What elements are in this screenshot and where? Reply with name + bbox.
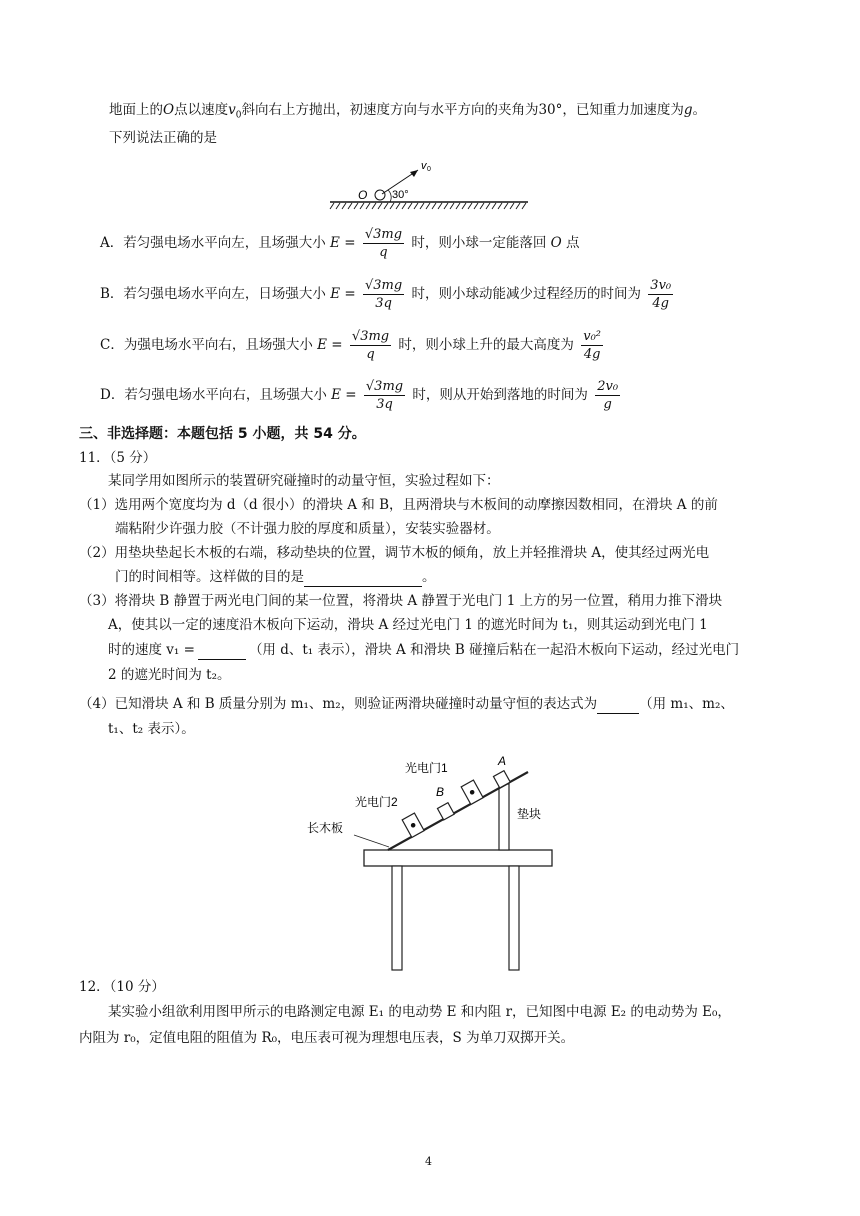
hatch-mark [342, 203, 346, 209]
var-v0: v [228, 102, 236, 118]
hatch-mark [432, 203, 436, 209]
intro-text-c: 斜向右上方抛出，初速度方向与水平方向的夹角为30°，已知重力加速度为 [241, 102, 684, 118]
q11-head: 11．（5 分） [79, 450, 157, 466]
option-c-eq: = [331, 337, 343, 353]
q11-step3-v1: 时的速度 v₁ = [108, 642, 195, 658]
hatch-mark [390, 203, 394, 209]
label-pad: 垫块 [517, 807, 542, 821]
hatch-mark [468, 203, 472, 209]
option-d-text: D．若匀强电场水平向右，且场强大小 [100, 387, 327, 403]
option-d-post: 时，则从开始到落地的时间为 [412, 387, 588, 403]
option-c-rden: 4g [583, 347, 601, 362]
label-v: v [421, 160, 427, 172]
board-leader [354, 835, 389, 847]
hatch-mark [498, 203, 502, 209]
answer-blank-purpose[interactable] [304, 568, 422, 587]
hatch-mark [330, 203, 334, 209]
q12-line-1: 某实验小组欲利用图甲所示的电路测定电源 E₁ 的电动势 E 和内阻 r，已知图中电源 E₂ 的电动势为 E₀， [108, 1004, 731, 1020]
answer-blank-velocity[interactable] [198, 641, 246, 660]
q11-step3-a: （3）将滑块 B 静置于两光电门间的某一位置，将滑块 A 静置于光电门 1 上方的另一位置，稍用力推下滑块 [79, 593, 723, 609]
option-b-eq: = [344, 286, 356, 302]
intro-text-b: 点以速度 [174, 102, 229, 118]
label-board: 长木板 [307, 821, 344, 835]
option-d-rnum: 2v₀ [597, 379, 619, 394]
option-a [100, 224, 580, 262]
hatch-mark [426, 203, 430, 209]
photogate-1 [461, 780, 483, 804]
hatch-mark [450, 203, 454, 209]
q11-step2-end: 。 [422, 569, 436, 585]
label-o: O [358, 188, 368, 202]
q11-step3-c [108, 641, 739, 660]
option-d-den: 3q [376, 397, 393, 412]
option-d [100, 376, 623, 414]
q11-step2-b [115, 568, 436, 587]
hatch-mark [456, 203, 460, 209]
option-a-eq: = [344, 235, 356, 251]
label-block-a: A [498, 754, 507, 768]
option-a-num: √3mg [364, 227, 403, 242]
option-d-rden: g [603, 397, 612, 412]
q11-step3-d: 2 的遮光时间为 t₂。 [108, 667, 231, 683]
q12-line-2: 内阻为 r₀，定值电阻的阻值为 R₀，电压表可视为理想电压表，S 为单刀双掷开关。 [79, 1030, 575, 1046]
option-d-e: E [331, 387, 341, 403]
table-leg-right [509, 866, 519, 970]
hatch-mark [396, 203, 400, 209]
q11-step4-a [79, 695, 734, 714]
pad-block [499, 784, 509, 850]
option-b-rnum: 3v₀ [650, 278, 672, 293]
option-a-post: 时，则小球一定能落回 [411, 235, 547, 251]
option-c-den: q [366, 347, 375, 362]
option-d-eq: = [345, 387, 357, 403]
table-leg-left [392, 866, 402, 970]
option-a-tail: 点 [566, 235, 580, 251]
option-b-rden: 4g [652, 296, 669, 311]
table-top [364, 850, 552, 866]
hatch-mark [522, 203, 526, 209]
hatch-mark [504, 203, 508, 209]
option-b-num: √3mg [364, 278, 403, 293]
option-c [100, 326, 606, 364]
hatch-mark [408, 203, 412, 209]
intro-line-2: 下列说法正确的是 [109, 130, 217, 146]
q11-step2-a: （2）用垫块垫起长木板的右端，移动垫块的位置，调节木板的倾角，放上并轻推滑块 A，使其经过两光电 [79, 545, 710, 561]
hatch-mark [348, 203, 352, 209]
hatch-mark [510, 203, 514, 209]
q11-step3-b: A，使其以一定的速度沿木板向下运动，滑块 A 经过光电门 1 的遮光时间为 t₁，则其运动到光电门 1 [108, 617, 708, 633]
q11-intro: 某同学用如图所示的装置研究碰撞时的动量守恒，实验过程如下： [108, 473, 500, 489]
label-gate-2: 光电门2 [355, 795, 398, 809]
option-c-rnum: v₀² [583, 329, 601, 344]
option-d-answer-fraction [595, 378, 620, 413]
q11-step2-text: 门的时间相等。这样做的目的是 [115, 569, 304, 585]
var-o: O [163, 102, 175, 118]
ground-hatch [330, 203, 526, 209]
q11-step4-rest: （用 m₁、m₂、 [639, 696, 734, 712]
angle-arc [388, 190, 391, 202]
hatch-mark [462, 203, 466, 209]
hatch-mark [444, 203, 448, 209]
q12-head: 12．（10 分） [79, 979, 165, 995]
option-b-field-fraction [363, 277, 404, 312]
option-c-field-fraction [350, 328, 391, 363]
option-c-post: 时，则小球上升的最大高度为 [398, 337, 574, 353]
option-b-post: 时，则小球动能减少过程经历的时间为 [411, 286, 641, 302]
option-a-den: q [379, 245, 388, 260]
page-number: 4 [425, 1155, 432, 1168]
hatch-mark [480, 203, 484, 209]
hatch-mark [360, 203, 364, 209]
option-a-field-fraction [363, 226, 404, 261]
ball [375, 190, 385, 200]
var-g: g [683, 102, 693, 118]
hatch-mark [420, 203, 424, 209]
label-angle: 30° [392, 189, 409, 201]
option-c-e: E [317, 337, 327, 353]
arrow-head [410, 170, 418, 177]
option-a-o: O [550, 235, 562, 251]
hatch-mark [372, 203, 376, 209]
projectile-figure [326, 152, 532, 212]
block-b [437, 803, 454, 820]
q11-step3-rest: （用 d、t₁ 表示），滑块 A 和滑块 B 碰撞后粘在一起沿木板向下运动，经过光电门 [248, 642, 740, 658]
hatch-mark [474, 203, 478, 209]
option-d-num: √3mg [365, 379, 404, 394]
option-b-den: 3q [375, 296, 392, 311]
intro-text-a: 地面上的 [109, 102, 163, 118]
hatch-mark [366, 203, 370, 209]
collision-apparatus-figure [300, 752, 562, 972]
option-c-answer-fraction [581, 328, 603, 363]
hatch-mark [438, 203, 442, 209]
option-d-field-fraction [364, 378, 405, 413]
hatch-mark [402, 203, 406, 209]
hatch-mark [516, 203, 520, 209]
intro-end: 。 [692, 102, 707, 118]
var-v0-sub: 0 [235, 110, 242, 121]
q11-step4-text: （4）已知滑块 A 和 B 质量分别为 m₁、m₂，则验证两滑块碰撞时动量守恒的表达式为 [79, 696, 598, 712]
option-b-answer-fraction [648, 277, 673, 312]
option-b-text: B．若匀强电场水平向左，日场强大小 [100, 286, 326, 302]
hatch-mark [378, 203, 382, 209]
q11-step1-b: 端粘附少许强力胶（不计强力胶的厚度和质量），安装实验器材。 [115, 521, 500, 537]
label-v-sub: 0 [427, 166, 431, 173]
q11-step1-a: （1）选用两个宽度均为 d（d 很小）的滑块 A 和 B，且两滑块与木板间的动摩擦因数相同，在滑块 A 的前 [79, 497, 718, 513]
hatch-mark [486, 203, 490, 209]
option-b-e: E [330, 286, 341, 302]
section-heading: 三、非选择题：本题包括 5 小题，共 54 分。 [79, 426, 366, 442]
intro-line-1 [109, 101, 706, 125]
option-a-e: E [330, 235, 340, 251]
q11-step4-b: t₁、t₂ 表示）。 [108, 721, 195, 737]
option-c-text: C．为强电场水平向右，且场强大小 [100, 337, 313, 353]
label-gate-1: 光电门1 [405, 761, 448, 775]
option-c-num: √3mg [351, 329, 390, 344]
hatch-mark [354, 203, 358, 209]
hatch-mark [492, 203, 496, 209]
label-block-b: B [436, 785, 445, 799]
option-b [100, 275, 676, 313]
photogate-2 [402, 813, 424, 837]
hatch-mark [414, 203, 418, 209]
hatch-mark [336, 203, 340, 209]
hatch-mark [384, 203, 388, 209]
answer-blank-expression[interactable] [597, 695, 639, 714]
option-a-text: A．若匀强电场水平向左，且场强大小 [100, 235, 326, 251]
